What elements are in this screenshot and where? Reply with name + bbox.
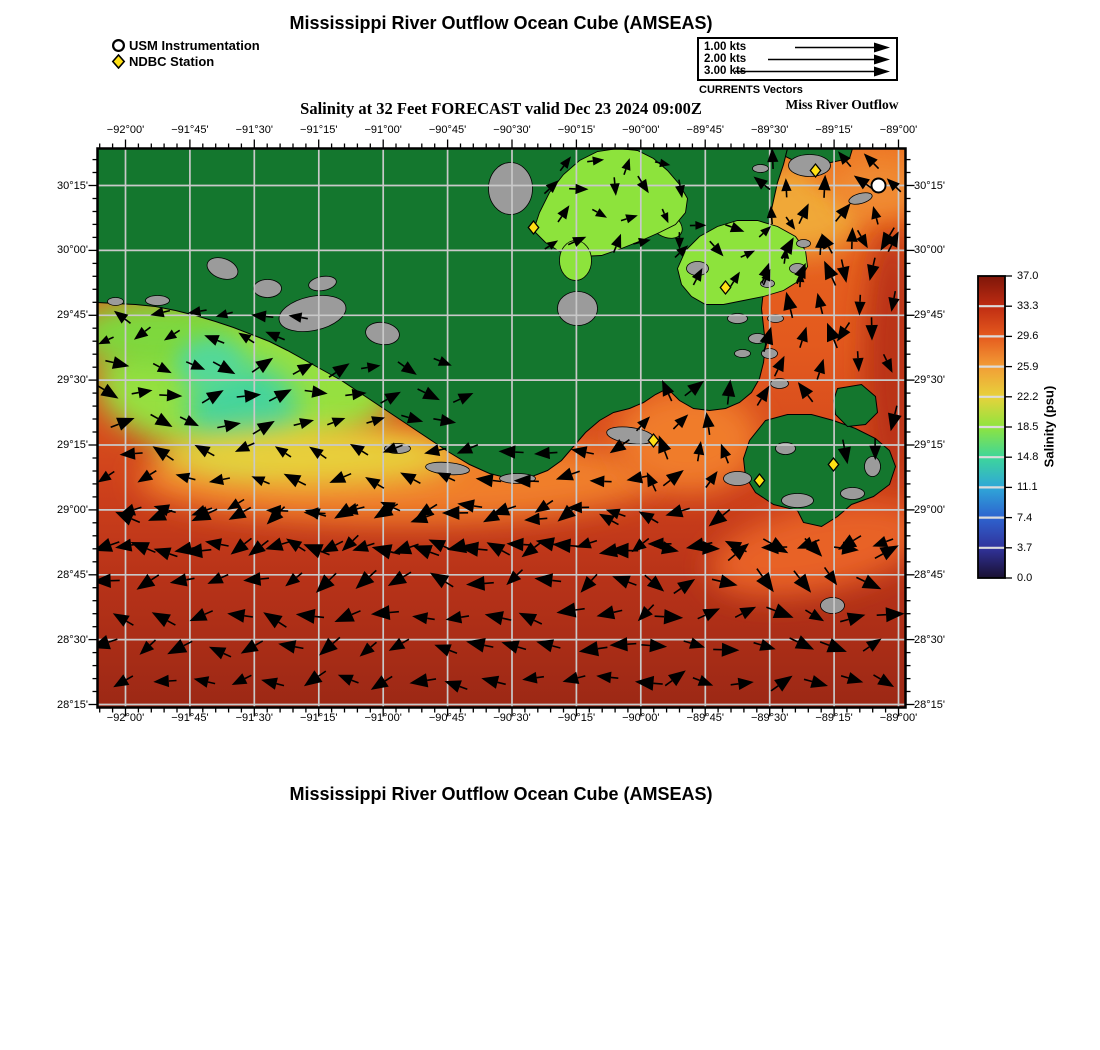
lat-tick-label-left: 29°15'	[57, 439, 88, 451]
lat-tick-label-left: 28°15'	[57, 698, 88, 711]
colorbar-tick-label: 29.6	[1017, 330, 1039, 343]
lon-tick-label-top: −89°30'	[750, 124, 789, 136]
lon-tick-label-bottom: −90°15'	[557, 712, 596, 724]
lat-tick-label-right: 29°15'	[914, 439, 945, 451]
lon-tick-label-bottom: −91°45'	[171, 712, 209, 724]
lon-tick-label-bottom: −89°15'	[815, 712, 853, 724]
vector-key-label-3: 3.00 kts	[704, 65, 747, 77]
figure-title-top: Mississippi River Outflow Ocean Cube (AMSEAS)	[289, 13, 713, 33]
lat-tick-label-right: 28°45'	[914, 568, 945, 581]
colorbar-tick-label: 37.0	[1017, 270, 1039, 282]
lon-tick-label-bottom: −92°00'	[106, 712, 145, 724]
colorbar-tick-label: 22.2	[1017, 390, 1039, 403]
lon-tick-label-bottom: −91°15'	[300, 712, 338, 724]
colorbar-tick-label: 25.9	[1017, 360, 1039, 373]
lon-tick-label-bottom: −90°30'	[493, 712, 531, 724]
colorbar-tick-label: 18.5	[1017, 421, 1039, 433]
lat-tick-label-right: 29°45'	[914, 309, 945, 322]
lon-tick-label-top: −90°15'	[557, 124, 596, 136]
ndbc-legend-label: NDBC Station	[129, 53, 215, 69]
lon-tick-label-top: −90°45'	[428, 124, 467, 136]
colorbar-tick-label: 14.8	[1017, 451, 1039, 464]
region-label: Miss River Outflow	[785, 97, 899, 112]
lon-tick-label-bottom: −89°30'	[750, 712, 789, 724]
figure-title-bottom: Mississippi River Outflow Ocean Cube (AMSEAS)	[289, 784, 713, 804]
lon-tick-label-bottom: −91°30'	[235, 712, 274, 724]
lat-tick-label-left: 28°45'	[57, 568, 88, 581]
lon-tick-label-top: −91°00'	[364, 124, 402, 136]
lon-tick-label-top: −92°00'	[106, 124, 145, 136]
lat-tick-label-left: 29°00'	[57, 503, 88, 516]
colorbar-tick-label: 33.3	[1017, 300, 1039, 313]
lat-tick-label-right: 29°30'	[914, 374, 945, 387]
lon-tick-label-top: −89°15'	[815, 124, 853, 136]
lat-tick-label-right: 30°00'	[914, 244, 945, 257]
lat-tick-label-right: 28°30'	[914, 633, 945, 646]
lon-tick-label-bottom: −91°00'	[364, 712, 402, 724]
lat-tick-label-right: 30°15'	[914, 179, 945, 192]
vector-key-label-2: 2.00 kts	[704, 53, 747, 65]
plot-subtitle: Salinity at 32 Feet FORECAST valid Dec 23 2024 09:00Z	[300, 99, 702, 118]
lat-tick-label-left: 30°00'	[57, 244, 88, 257]
lon-tick-label-bottom: −89°00'	[879, 712, 918, 724]
colorbar-tick-label: 11.1	[1017, 481, 1038, 494]
lat-tick-label-left: 30°15'	[57, 179, 88, 192]
lon-tick-label-top: −91°15'	[300, 124, 338, 136]
lat-tick-label-left: 29°45'	[57, 309, 88, 322]
lat-tick-label-left: 28°30'	[57, 633, 88, 646]
colorbar-tick-label: 3.7	[1017, 541, 1033, 554]
usm-legend-label: USM Instrumentation	[129, 37, 260, 53]
lat-tick-label-right: 29°00'	[914, 503, 945, 516]
currents-caption: CURRENTS Vectors	[699, 84, 803, 96]
lon-tick-label-top: −91°45'	[171, 124, 209, 136]
lon-tick-label-top: −89°45'	[686, 124, 724, 136]
lon-tick-label-top: −89°00'	[879, 124, 918, 136]
lon-tick-label-top: −91°30'	[235, 124, 274, 136]
colorbar-title: Salinity (psu)	[1041, 385, 1057, 468]
lon-tick-label-bottom: −89°45'	[686, 712, 724, 724]
colorbar-tick-label: 7.4	[1017, 511, 1033, 524]
lat-tick-label-left: 29°30'	[57, 374, 88, 387]
lon-tick-label-bottom: −90°45'	[428, 712, 467, 724]
lon-tick-label-top: −90°30'	[493, 124, 531, 136]
lon-tick-label-bottom: −90°00'	[622, 712, 660, 724]
colorbar-tick-label: 0.0	[1017, 572, 1033, 584]
lon-tick-label-top: −90°00'	[622, 124, 660, 136]
vector-key-label-1: 1.00 kts	[704, 41, 747, 53]
lat-tick-label-right: 28°15'	[914, 698, 945, 711]
